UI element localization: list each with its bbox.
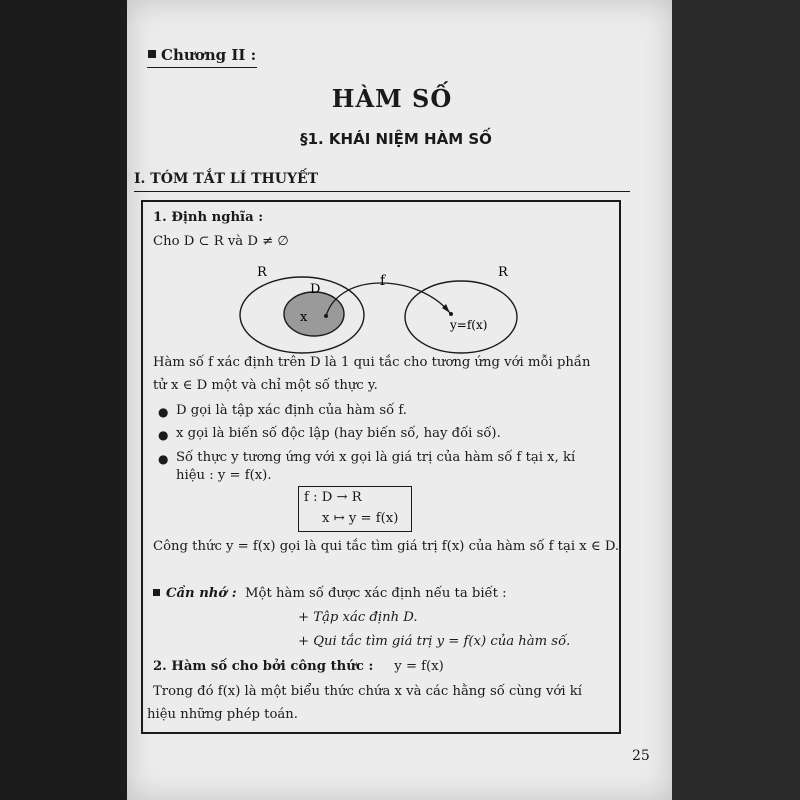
formula-line2: x ↦ y = f(x) [322, 511, 399, 526]
bullet-variable: x gọi là biến số độc lập (hay biến số, hay đối số). [176, 426, 501, 441]
note-label: Cần nhớ : [166, 586, 237, 601]
image-label: y=f(x) [450, 318, 488, 332]
formula-section-line2: hiệu những phép toán. [147, 707, 298, 722]
bullet-icon: ● [158, 428, 169, 442]
left-set-label: R [257, 265, 267, 280]
definition-para-line1: Hàm số f xác định trên D là 1 qui tắc cho tương ứng với mỗi phần [153, 355, 591, 370]
domain-ellipse [284, 292, 344, 336]
part-heading: I. TÓM TẮT LÍ THUYẾT [134, 171, 319, 187]
right-set-label: R [498, 265, 508, 280]
square-bullet-icon [153, 589, 160, 596]
right-set-ellipse [405, 281, 517, 353]
note-item-domain: + Tập xác định D. [298, 610, 418, 625]
definition-heading: 1. Định nghĩa : [153, 210, 264, 225]
note-line [153, 586, 507, 602]
part-underline [134, 191, 630, 192]
chapter-label: Chương II : [161, 46, 257, 64]
element-label: x [300, 310, 308, 325]
chapter-heading [148, 46, 256, 64]
formula-section-line1: Trong đó f(x) là một biểu thức chứa x và các hằng số cùng với kí [153, 684, 582, 699]
bullet-value-line1: Số thực y tương ứng với x gọi là giá trị của hàm số f tại x, kí [176, 450, 576, 465]
page-number: 25 [632, 748, 650, 764]
image-point [449, 312, 453, 316]
bullet-domain: D gọi là tập xác định của hàm số f. [176, 403, 407, 418]
bullet-icon: ● [158, 452, 169, 466]
formula-line1: f : D → R [304, 490, 362, 505]
mapping-diagram [230, 255, 530, 365]
bullet-value-line2: hiệu : y = f(x). [176, 468, 272, 483]
formula-section-formula: y = f(x) [394, 659, 444, 674]
function-label: f [380, 273, 386, 289]
formula-caption: Công thức y = f(x) gọi là qui tắc tìm giá trị f(x) của hàm số f tại x ∈ D. [153, 539, 620, 554]
domain-label: D [310, 282, 321, 297]
definition-condition: Cho D ⊂ R và D ≠ ∅ [153, 234, 289, 249]
page-title: HÀM SỐ [331, 84, 453, 113]
square-bullet-icon [148, 50, 156, 58]
bullet-icon: ● [158, 405, 169, 419]
chapter-underline [147, 67, 257, 68]
definition-para-line2: tử x ∈ D một và chỉ một số thực y. [153, 378, 378, 393]
note-item-rule: + Qui tắc tìm giá trị y = f(x) của hàm số. [298, 634, 571, 649]
formula-section-heading: 2. Hàm số cho bởi công thức : y = f(x) [153, 659, 444, 674]
section-title: §1. KHÁI NIỆM HÀM SỐ [300, 130, 492, 148]
note-text: Một hàm số được xác định nếu ta biết : [245, 586, 507, 601]
page-background [672, 0, 800, 800]
